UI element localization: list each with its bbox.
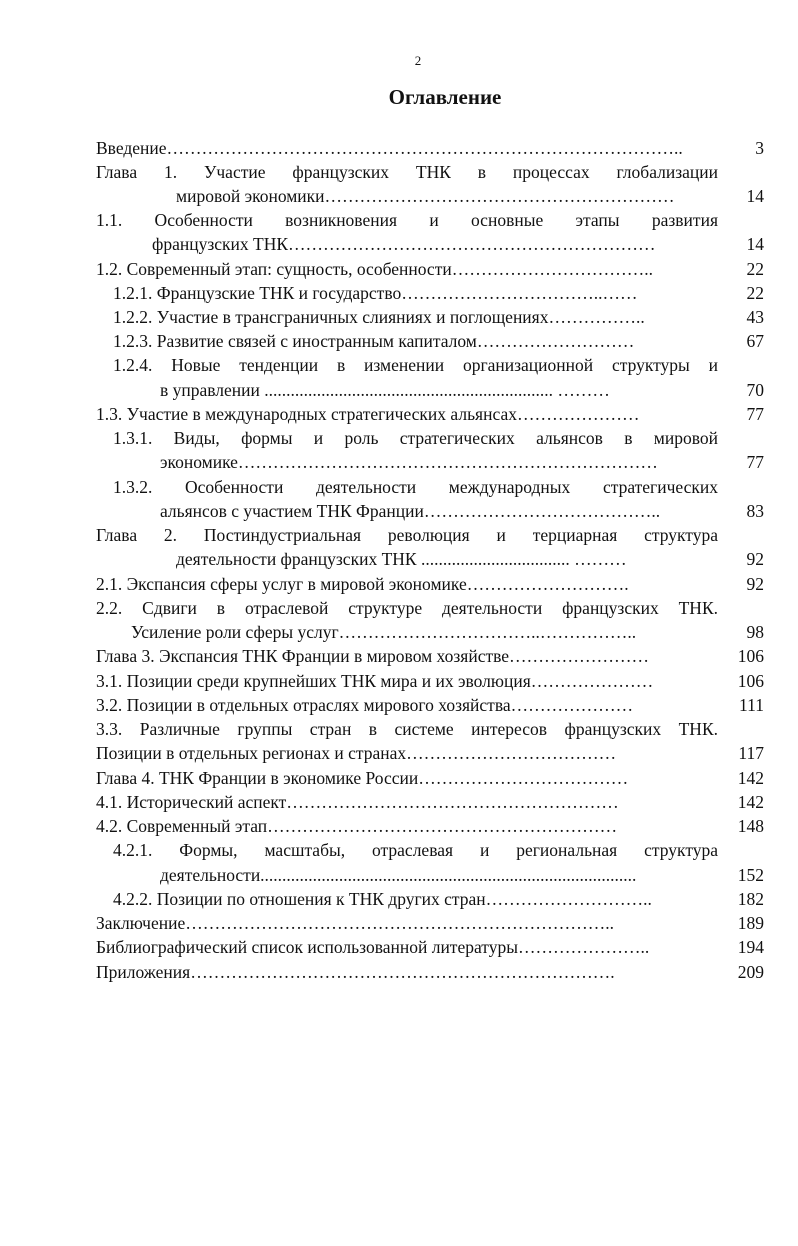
toc-entry xyxy=(0,816,798,840)
toc-entry-text: 1.3.1. Виды, формы и роль стратегических альянсов в мировой xyxy=(113,428,718,448)
toc-entry-text: французских ТНК……………………………………………………… xyxy=(152,234,656,254)
toc-entry-page: 77 xyxy=(746,452,764,472)
toc-entry xyxy=(0,937,798,961)
toc-entry-text: Глава 2. Постиндустриальная революция и терциарная структура xyxy=(96,525,718,545)
toc-entry-text: 1.2.4. Новые тенденции в изменении организационной структуры и xyxy=(113,355,718,375)
toc-entry-text: Глава 3. Экспансия ТНК Франции в мировом хозяйстве…………………… xyxy=(96,646,650,666)
toc-entry-text: деятельности...................................................................................... xyxy=(160,865,637,885)
toc-entry xyxy=(0,889,798,913)
toc-entry-page: 106 xyxy=(737,671,764,691)
toc-entry-page: 142 xyxy=(737,768,764,788)
toc-entry-page: 194 xyxy=(737,937,764,957)
toc-entry-page: 43 xyxy=(746,307,764,327)
toc-entry xyxy=(0,865,798,889)
toc-entry-page: 3 xyxy=(755,138,764,158)
toc-entry xyxy=(0,671,798,695)
toc-entry-text: Позиции в отдельных регионах и странах……………………………… xyxy=(96,743,617,763)
toc-entry-page: 189 xyxy=(737,913,764,933)
toc-entry-text: альянсов с участием ТНК Франции………………………………….. xyxy=(160,501,661,521)
toc-entry-page: 111 xyxy=(739,695,764,715)
toc-entry-text: 1.3.2. Особенности деятельности международных стратегических xyxy=(113,477,718,497)
toc-entry-page: 142 xyxy=(737,792,764,812)
toc-entry xyxy=(0,380,798,404)
toc-entry-text: Приложения………………………………………………………………. xyxy=(96,962,615,982)
toc-entry-text: 4.2.2. Позиции по отношения к ТНК других стран……………………….. xyxy=(113,889,652,909)
toc-entry xyxy=(0,962,798,986)
toc-entry xyxy=(0,574,798,598)
toc-entry-text: 1.2.3. Развитие связей с иностранным капиталом……………………… xyxy=(113,331,635,351)
toc-entry xyxy=(0,840,798,864)
toc-entry-text: 3.2. Позиции в отдельных отраслях мирового хозяйства………………… xyxy=(96,695,634,715)
toc-entry-text: Библиографический список использованной литературы………………….. xyxy=(96,937,650,957)
toc-entry-text: 3.1. Позиции среди крупнейших ТНК мира и их эволюция………………… xyxy=(96,671,654,691)
toc-entry-text: экономике……………………………………………………………… xyxy=(160,452,658,472)
toc-entry xyxy=(0,186,798,210)
toc-entry xyxy=(0,210,798,234)
toc-entry xyxy=(0,307,798,331)
toc-entry-page: 92 xyxy=(746,549,764,569)
toc-entry-page: 152 xyxy=(737,865,764,885)
toc-entry xyxy=(0,283,798,307)
toc-entry xyxy=(0,501,798,525)
toc-entry xyxy=(0,259,798,283)
toc-entry xyxy=(0,477,798,501)
toc-entry xyxy=(0,719,798,743)
toc-entry xyxy=(0,622,798,646)
toc-entry xyxy=(0,452,798,476)
page-title: Оглавление xyxy=(388,85,502,109)
toc-entry-text: 1.1. Особенности возникновения и основные этапы развития xyxy=(96,210,718,230)
toc-entry-text: 4.1. Исторический аспект………………………………………………… xyxy=(96,792,619,812)
toc-entry-text: 1.2.1. Французские ТНК и государство……………………………..…… xyxy=(113,283,638,303)
toc-entry-text: 4.2.1. Формы, масштабы, отраслевая и региональная структура xyxy=(113,840,718,860)
toc-entry-page: 182 xyxy=(737,889,764,909)
toc-entry-page: 22 xyxy=(746,283,764,303)
toc-entry xyxy=(0,743,798,767)
toc-entry xyxy=(0,646,798,670)
toc-entry xyxy=(0,404,798,428)
toc-entry-text: 3.3. Различные группы стран в системе интересов французских ТНК. xyxy=(96,719,718,739)
toc-entry-page: 92 xyxy=(746,574,764,594)
toc-entry xyxy=(0,695,798,719)
toc-entry xyxy=(0,355,798,379)
toc-entry-text: 2.2. Сдвиги в отраслевой структуре деятельности французских ТНК. xyxy=(96,598,718,618)
toc-entry xyxy=(0,162,798,186)
toc-entry-page: 148 xyxy=(737,816,764,836)
toc-entry-page: 14 xyxy=(746,186,764,206)
toc-entry-text: в управлении .................................................................. ……… xyxy=(160,380,610,400)
toc-entry-page: 106 xyxy=(737,646,764,666)
toc-entry-text: 1.2.2. Участие в трансграничных слияниях и поглощениях…………….. xyxy=(113,307,645,327)
toc-entry-text: Введение…………………………………………………………………………….. xyxy=(96,138,683,158)
toc-entry-page: 83 xyxy=(746,501,764,521)
toc-entry xyxy=(0,598,798,622)
toc-entry xyxy=(0,331,798,355)
toc-entry xyxy=(0,549,798,573)
toc-entry-text: мировой экономики…………………………………………………… xyxy=(176,186,675,206)
toc-entry-page: 77 xyxy=(746,404,764,424)
toc-entry-text: 4.2. Современный этап…………………………………………………… xyxy=(96,816,618,836)
toc-entry-text: Глава 1. Участие французских ТНК в процессах глобализации xyxy=(96,162,718,182)
toc-entry-text: Заключение……………………………………………………………….. xyxy=(96,913,614,933)
toc-entry-page: 209 xyxy=(737,962,764,982)
toc-entry-text: Глава 4. ТНК Франции в экономике России……………………………… xyxy=(96,768,629,788)
toc-entry-text: 1.3. Участие в международных стратегических альянсах………………… xyxy=(96,404,640,424)
toc-entry-page: 117 xyxy=(738,743,764,763)
toc-entry-page: 98 xyxy=(746,622,764,642)
toc-entry xyxy=(0,428,798,452)
toc-entry-page: 67 xyxy=(746,331,764,351)
toc-entry-text: Усиление роли сферы услуг……………………………..…………….. xyxy=(131,622,637,642)
toc-entry-page: 14 xyxy=(746,234,764,254)
toc-entry xyxy=(0,234,798,258)
toc-entry xyxy=(0,138,798,162)
toc-entry-text: деятельности французских ТНК .................................. ……… xyxy=(176,549,627,569)
toc-entry xyxy=(0,525,798,549)
toc-entry xyxy=(0,913,798,937)
toc-entry-page: 70 xyxy=(746,380,764,400)
toc-entry-text: 1.2. Современный этап: сущность, особенности…………………………….. xyxy=(96,259,653,279)
toc-entry-text: 2.1. Экспансия сферы услуг в мировой экономике………………………. xyxy=(96,574,629,594)
page-number: 2 xyxy=(414,53,422,68)
toc-entry xyxy=(0,768,798,792)
toc-entry xyxy=(0,792,798,816)
toc-entry-page: 22 xyxy=(746,259,764,279)
